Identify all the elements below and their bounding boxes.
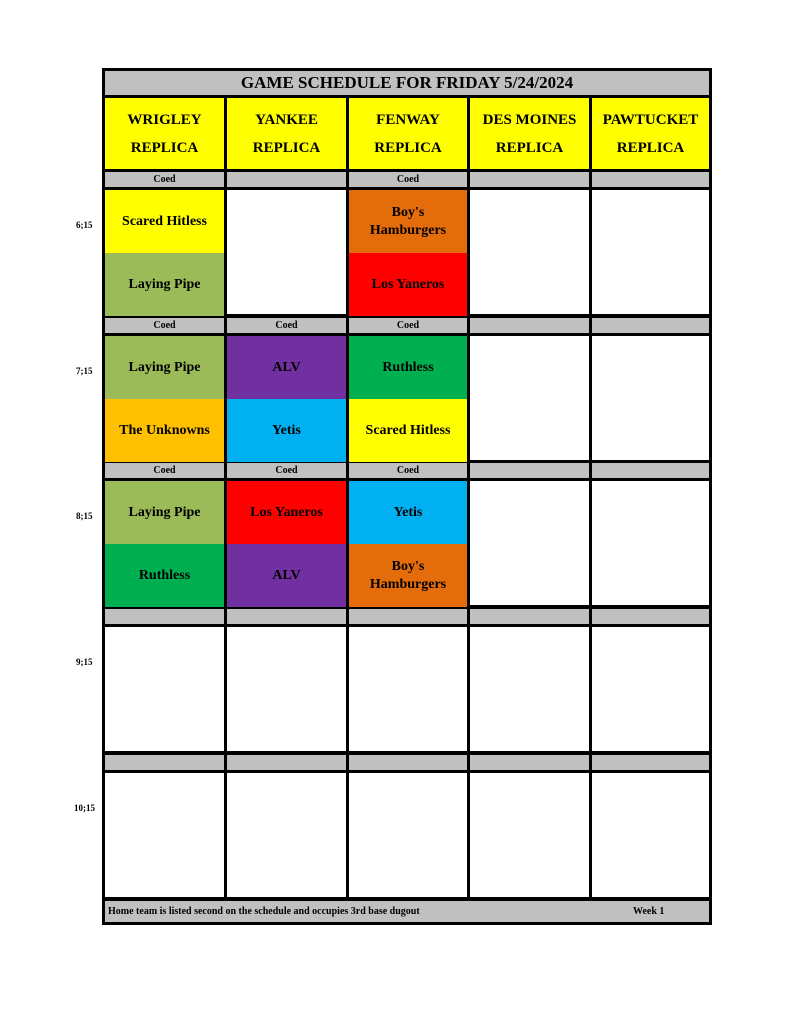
division-label <box>227 755 346 770</box>
field-header <box>227 98 346 169</box>
field-subtitle: REPLICA <box>616 139 685 156</box>
team-name: Laying Pipe <box>128 359 201 375</box>
field-subtitle: REPLICA <box>495 139 564 156</box>
division-label <box>349 609 467 624</box>
field-header <box>349 98 467 169</box>
division-label: Coed <box>349 463 467 478</box>
game-slot <box>349 253 467 316</box>
game-slot <box>349 481 467 544</box>
division-label: Coed <box>105 172 224 187</box>
time-slot-label: 9;15 <box>76 657 93 667</box>
field-header <box>470 98 589 169</box>
empty-slot <box>105 773 224 897</box>
field-name: PAWTUCKET <box>602 111 699 128</box>
team-name: Ruthless <box>382 359 434 375</box>
division-label <box>592 318 709 333</box>
empty-slot <box>592 190 709 314</box>
empty-slot <box>349 627 467 751</box>
team-name: Laying Pipe <box>128 504 201 520</box>
empty-slot <box>349 773 467 897</box>
team-name: Boy's Hamburgers <box>369 204 447 238</box>
field-header <box>105 98 224 169</box>
game-slot <box>105 190 224 253</box>
empty-slot <box>470 336 589 460</box>
empty-slot <box>470 773 589 897</box>
team-name: Laying Pipe <box>128 276 201 292</box>
time-slot-label: 10;15 <box>74 803 95 813</box>
division-label <box>592 609 709 624</box>
game-slot <box>349 336 467 399</box>
schedule-title: GAME SCHEDULE FOR FRIDAY 5/24/2024 <box>105 71 709 95</box>
team-name: Ruthless <box>138 567 191 583</box>
field-subtitle: REPLICA <box>252 139 321 156</box>
time-slot-label: 8;15 <box>76 511 93 521</box>
empty-slot <box>592 336 709 460</box>
empty-slot <box>227 773 346 897</box>
empty-slot <box>470 190 589 314</box>
field-name: YANKEE <box>255 111 318 128</box>
division-label <box>470 755 589 770</box>
division-label: Coed <box>105 463 224 478</box>
team-name: Scared Hitless <box>365 422 451 438</box>
team-name: The Unknowns <box>119 422 210 438</box>
time-slot-label: 6;15 <box>76 220 93 230</box>
schedule-footer <box>105 901 709 922</box>
empty-slot <box>227 190 346 314</box>
division-label <box>227 172 346 187</box>
field-name: WRIGLEY <box>127 111 202 128</box>
team-name: Los Yaneros <box>371 276 445 292</box>
game-slot <box>227 399 346 462</box>
game-slot <box>105 481 224 544</box>
game-slot <box>105 544 224 607</box>
division-label: Coed <box>227 463 346 478</box>
division-label <box>592 463 709 478</box>
division-label <box>105 755 224 770</box>
division-label: Coed <box>349 172 467 187</box>
empty-slot <box>227 627 346 751</box>
field-name: FENWAY <box>376 111 440 128</box>
division-label: Coed <box>349 318 467 333</box>
empty-slot <box>470 627 589 751</box>
game-slot <box>349 544 467 607</box>
empty-slot <box>105 627 224 751</box>
division-label <box>227 609 346 624</box>
game-slot <box>105 336 224 399</box>
game-slot <box>227 481 346 544</box>
field-name: DES MOINES <box>482 111 577 128</box>
field-subtitle: REPLICA <box>130 139 199 156</box>
field-subtitle: REPLICA <box>374 139 442 156</box>
game-slot <box>105 253 224 316</box>
division-label <box>105 609 224 624</box>
empty-slot <box>592 481 709 605</box>
division-label: Coed <box>227 318 346 333</box>
game-slot <box>349 399 467 462</box>
field-header <box>592 98 709 169</box>
time-slot-label: 7;15 <box>76 366 93 376</box>
division-label <box>470 172 589 187</box>
empty-slot <box>592 627 709 751</box>
division-label <box>470 609 589 624</box>
team-name: Los Yaneros <box>250 504 323 520</box>
empty-slot <box>470 481 589 605</box>
game-slot <box>105 399 224 462</box>
team-name: Scared Hitless <box>122 213 207 229</box>
team-name: ALV <box>272 567 301 583</box>
division-label <box>470 463 589 478</box>
division-label <box>349 755 467 770</box>
week-label: Week 1 <box>633 906 665 917</box>
division-label <box>592 755 709 770</box>
team-name: ALV <box>272 359 301 375</box>
division-label <box>592 172 709 187</box>
team-name: Yetis <box>272 422 301 438</box>
empty-slot <box>592 773 709 897</box>
game-slot <box>227 336 346 399</box>
team-name: Yetis <box>393 504 423 520</box>
division-label <box>470 318 589 333</box>
game-slot <box>349 190 467 253</box>
division-label: Coed <box>105 318 224 333</box>
team-name: Boy's Hamburgers <box>369 558 447 592</box>
game-slot <box>227 544 346 607</box>
home-team-note: Home team is listed second on the schedule and occupies 3rd base dugout <box>108 906 420 917</box>
